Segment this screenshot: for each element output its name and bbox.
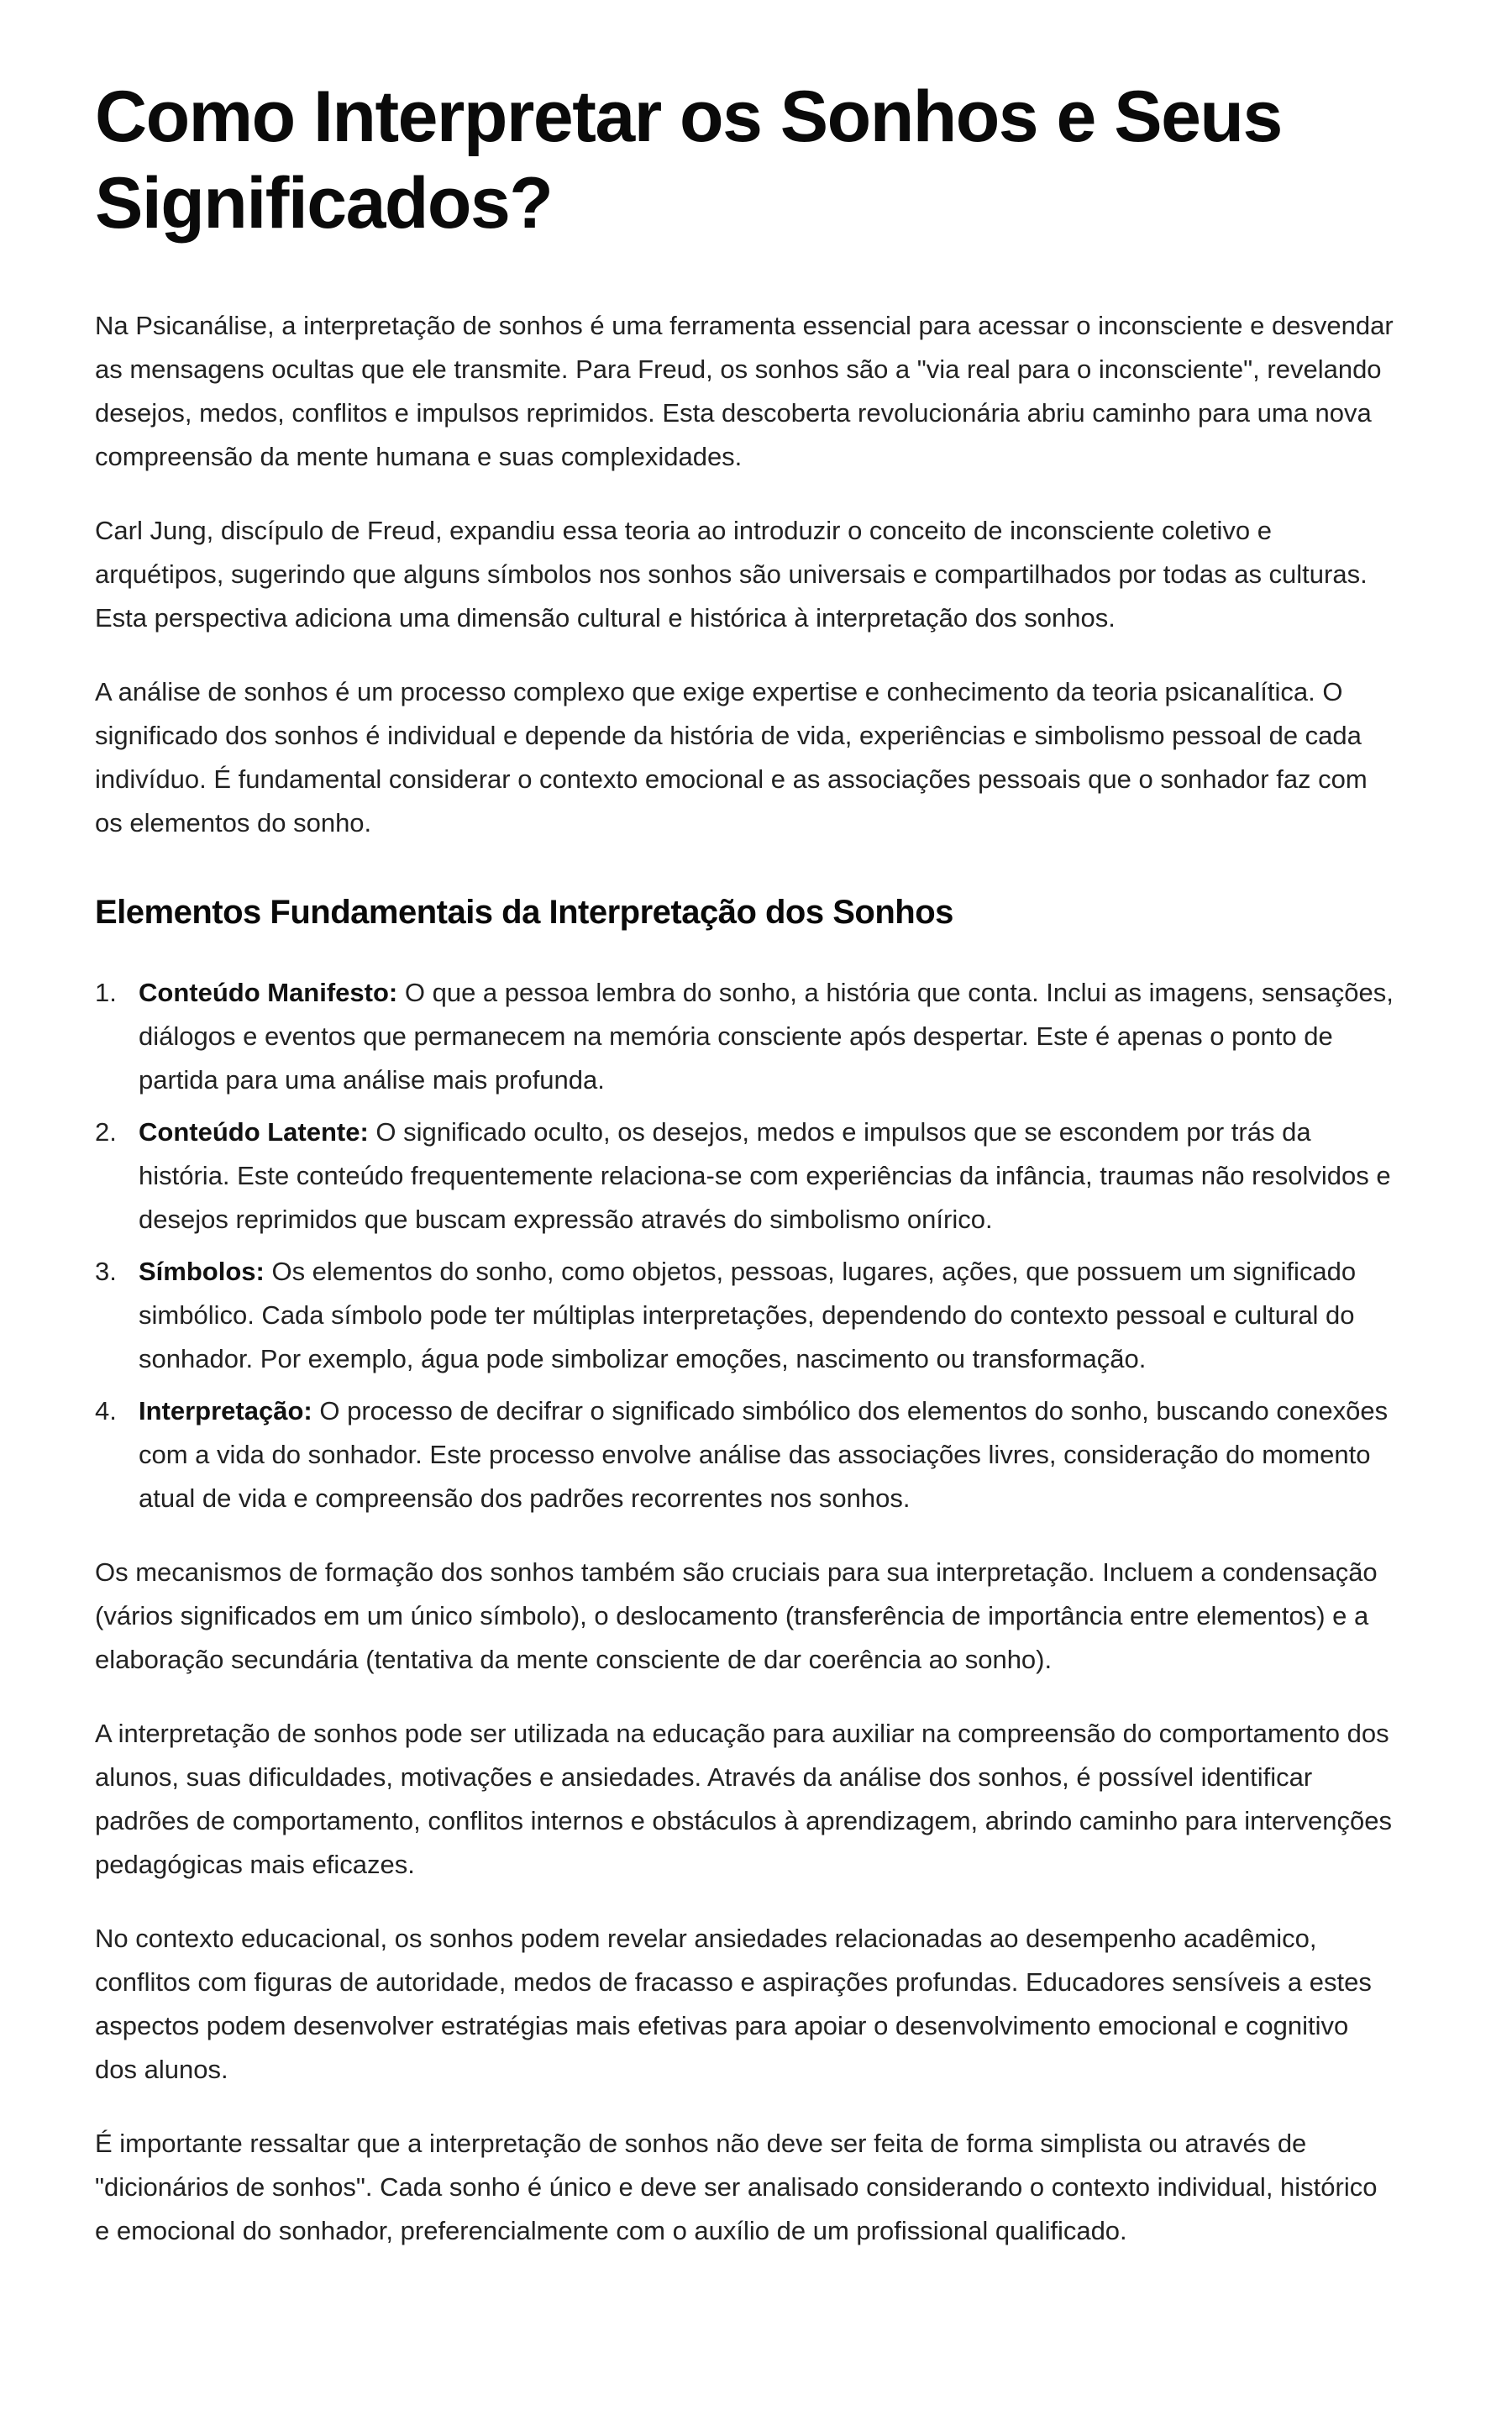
list-text: O significado oculto, os desejos, medos e impulsos que se escondem por trás da história. Este conteúdo frequentemente relaciona-se com experiências da infância, traumas não resolvidos e desejos reprimidos que buscam expressão através do simbolismo onírico.: [139, 1117, 1391, 1234]
list-number: 1.: [95, 978, 117, 1007]
list-number: 2.: [95, 1117, 117, 1147]
list-term: Conteúdo Latente:: [139, 1117, 369, 1147]
page-title: Como Interpretar os Sonhos e Seus Significados?: [95, 76, 1282, 244]
list-term: Conteúdo Manifesto:: [139, 978, 398, 1007]
list-item: [95, 971, 1394, 1102]
list-number: 3.: [95, 1257, 117, 1286]
list-text: Os elementos do sonho, como objetos, pessoas, lugares, ações, que possuem um significado simbólico. Cada símbolo pode ter múltiplas interpretações, dependendo do contexto pessoal e cultural do sonhador. Por exemplo, água pode simbolizar emoções, nascimento ou transformação.: [139, 1257, 1357, 1373]
intro-paragraph: A análise de sonhos é um processo complexo que exige expertise e conhecimento da teoria psicanalítica. O significado dos sonhos é individual e depende da história de vida, experiências e simbolismo pessoal de cada indivíduo. É fundamental considerar o contexto emocional e as associações pessoais que o sonhador faz com os elementos do sonho.: [95, 677, 1368, 837]
list-item: [95, 1110, 1394, 1242]
elements-list: [95, 971, 1394, 1520]
body-paragraph: A interpretação de sonhos pode ser utilizada na educação para auxiliar na compreensão do comportamento dos alunos, suas dificuldades, motivações e ansiedades. Através da análise dos sonhos, é possível identificar padrões de comportamento, conflitos internos e obstáculos à aprendizagem, abrindo caminho para intervenções pedagógicas mais eficazes.: [95, 1719, 1393, 1879]
list-term: Símbolos:: [139, 1257, 265, 1286]
body-paragraph: Os mecanismos de formação dos sonhos também são cruciais para sua interpretação. Incluem a condensação (vários significados em um único símbolo), o deslocamento (transferência de importância entre elementos) e a elaboração secundária (tentativa da mente consciente de dar coerência ao sonho).: [95, 1557, 1378, 1674]
list-term: Interpretação:: [139, 1396, 312, 1426]
section-heading: Elementos Fundamentais da Interpretação dos Sonhos: [95, 894, 953, 931]
body-paragraph: É importante ressaltar que a interpretação de sonhos não deve ser feita de forma simplista ou através de "dicionários de sonhos". Cada sonho é único e deve ser analisado considerando o contexto individual, histórico e emocional do sonhador, preferencialmente com o auxílio de um profissional qualificado.: [95, 2129, 1378, 2245]
intro-paragraph: Na Psicanálise, a interpretação de sonhos é uma ferramenta essencial para acessar o inconsciente e desvendar as mensagens ocultas que ele transmite. Para Freud, os sonhos são a "via real para o inconsciente", revelando desejos, medos, conflitos e impulsos reprimidos. Esta descoberta revolucionária abriu caminho para uma nova compreensão da mente humana e suas complexidades.: [95, 311, 1394, 471]
intro-paragraph: Carl Jung, discípulo de Freud, expandiu essa teoria ao introduzir o conceito de inconsciente coletivo e arquétipos, sugerindo que alguns símbolos nos sonhos são universais e compartilhados por todas as culturas. Esta perspectiva adiciona uma dimensão cultural e histórica à interpretação dos sonhos.: [95, 516, 1368, 633]
body-paragraph: No contexto educacional, os sonhos podem revelar ansiedades relacionadas ao desempenho acadêmico, conflitos com figuras de autoridade, medos de fracasso e aspirações profundas. Educadores sensíveis a estes aspectos podem desenvolver estratégias mais efetivas para apoiar o desenvolvimento emocional e cognitivo dos alunos.: [95, 1924, 1372, 2084]
list-item: [95, 1250, 1394, 1381]
list-text: O processo de decifrar o significado simbólico dos elementos do sonho, buscando conexões com a vida do sonhador. Este processo envolve análise das associações livres, consideração do momento atual de vida e compreensão dos padrões recorrentes nos sonhos.: [139, 1396, 1389, 1513]
list-text: O que a pessoa lembra do sonho, a história que conta. Inclui as imagens, sensações, diálogos e eventos que permanecem na memória consciente após despertar. Este é apenas o ponto de partida para uma análise mais profunda.: [139, 978, 1394, 1095]
list-number: 4.: [95, 1396, 117, 1426]
list-item: [95, 1389, 1394, 1520]
